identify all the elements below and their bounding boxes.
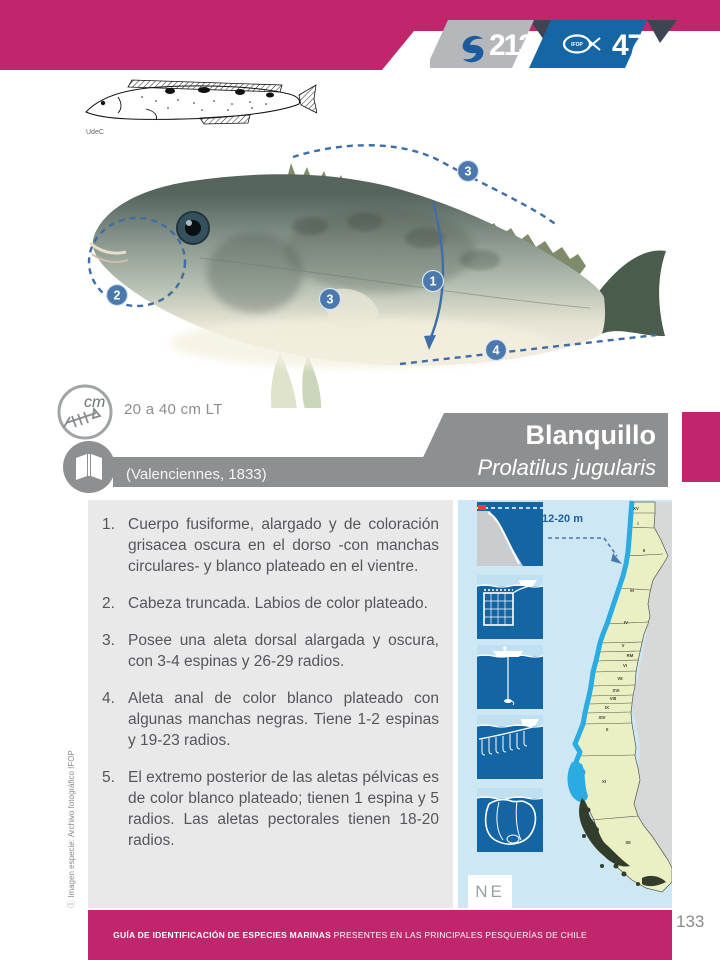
svg-text:2: 2 xyxy=(113,288,121,303)
svg-text:V: V xyxy=(621,643,625,648)
svg-text:XII: XII xyxy=(625,840,631,845)
svg-text:X: X xyxy=(605,727,609,732)
depth-range-label: 12-20 m xyxy=(542,513,583,525)
trait-item: 5. El extremo posterior de las aletas pélvicas es de color blanco plateado; tienen 1 espina y 5 radios. Las aletas pectorales tienen 18-20 radios. xyxy=(102,769,440,849)
edge-accent-block xyxy=(682,412,720,482)
depth-pointer xyxy=(458,500,672,580)
footer-text: GUÍA DE IDENTIFICACIÓN DE ESPECIES MARINAS PRESENTES EN LAS PRINCIPALES PESQUERÍAS DE CHILE xyxy=(113,930,587,940)
svg-text:XI: XI xyxy=(601,779,607,784)
badge-fold-right xyxy=(647,20,677,43)
svg-text:cm: cm xyxy=(84,394,106,411)
trait-item: 2. Cabeza truncada. Labios de color plateado. xyxy=(102,595,428,612)
trait-item: 4. Aleta anal de color blanco plateado con algunas manchas negras. Tiene 1-2 espinas y 19-23 radios. xyxy=(102,690,439,749)
svg-text:XIV: XIV xyxy=(598,715,606,720)
species-line-drawing xyxy=(82,75,317,139)
compass-label: NE xyxy=(468,875,512,908)
scientific-name: Prolatilus jugularis xyxy=(477,455,656,480)
trait-item: 1. Cuerpo fusiforme, alargado y de coloración grisacea oscura en el dorso -con manchas circulares- y blanco plateado en el vientre. xyxy=(102,516,439,575)
sketch-credit: UdeC xyxy=(86,129,104,136)
svg-text:VIII: VIII xyxy=(609,696,617,701)
svg-text:II: II xyxy=(642,548,646,553)
badge-number-1: 213 xyxy=(489,29,535,62)
traits-list xyxy=(88,500,453,851)
svg-text:XVI: XVI xyxy=(612,688,620,693)
species-banner xyxy=(60,405,720,500)
distribution-panel xyxy=(458,500,672,908)
svg-text:IFOP: IFOP xyxy=(571,42,583,48)
marker-3-top xyxy=(458,161,479,182)
svg-text:IV: IV xyxy=(623,620,629,625)
marker-3-mid xyxy=(320,289,341,310)
header-badges xyxy=(430,14,720,80)
badge-number-2: 47 xyxy=(612,29,644,62)
species-photo xyxy=(80,138,680,408)
gear-icon-trap-net xyxy=(477,788,543,852)
marker-4 xyxy=(486,340,507,361)
authority-text: (Valenciennes, 1833) xyxy=(126,466,267,483)
svg-text:IX: IX xyxy=(604,705,610,710)
svg-text:III: III xyxy=(630,588,634,593)
page-number: 133 xyxy=(676,912,705,931)
svg-text:1: 1 xyxy=(429,274,437,289)
svg-text:3: 3 xyxy=(464,164,472,179)
marker-1 xyxy=(423,271,444,292)
size-range: 20 a 40 cm LT xyxy=(124,401,223,418)
gear-icon-handline xyxy=(477,645,543,709)
svg-text:XV: XV xyxy=(633,506,639,511)
marker-2 xyxy=(107,285,128,306)
footer-banner xyxy=(88,910,672,960)
svg-text:VI: VI xyxy=(622,663,628,668)
svg-text:VII: VII xyxy=(617,676,623,681)
svg-text:I: I xyxy=(637,521,639,526)
gear-icon-longline xyxy=(477,715,543,779)
svg-text:RM: RM xyxy=(626,653,634,658)
trait-item: 3. Posee una aleta dorsal alargada y oscura, con 3-4 espinas y 26-29 radios. xyxy=(102,632,439,670)
svg-text:3: 3 xyxy=(326,292,334,307)
traits-panel xyxy=(88,500,453,908)
gear-icon-purse-seine xyxy=(477,575,543,639)
common-name: Blanquillo xyxy=(525,420,656,450)
photo-credit: Ⓘ Imagen especie: Archivo fotográfico IFOP xyxy=(67,750,76,908)
svg-text:4: 4 xyxy=(492,343,500,358)
